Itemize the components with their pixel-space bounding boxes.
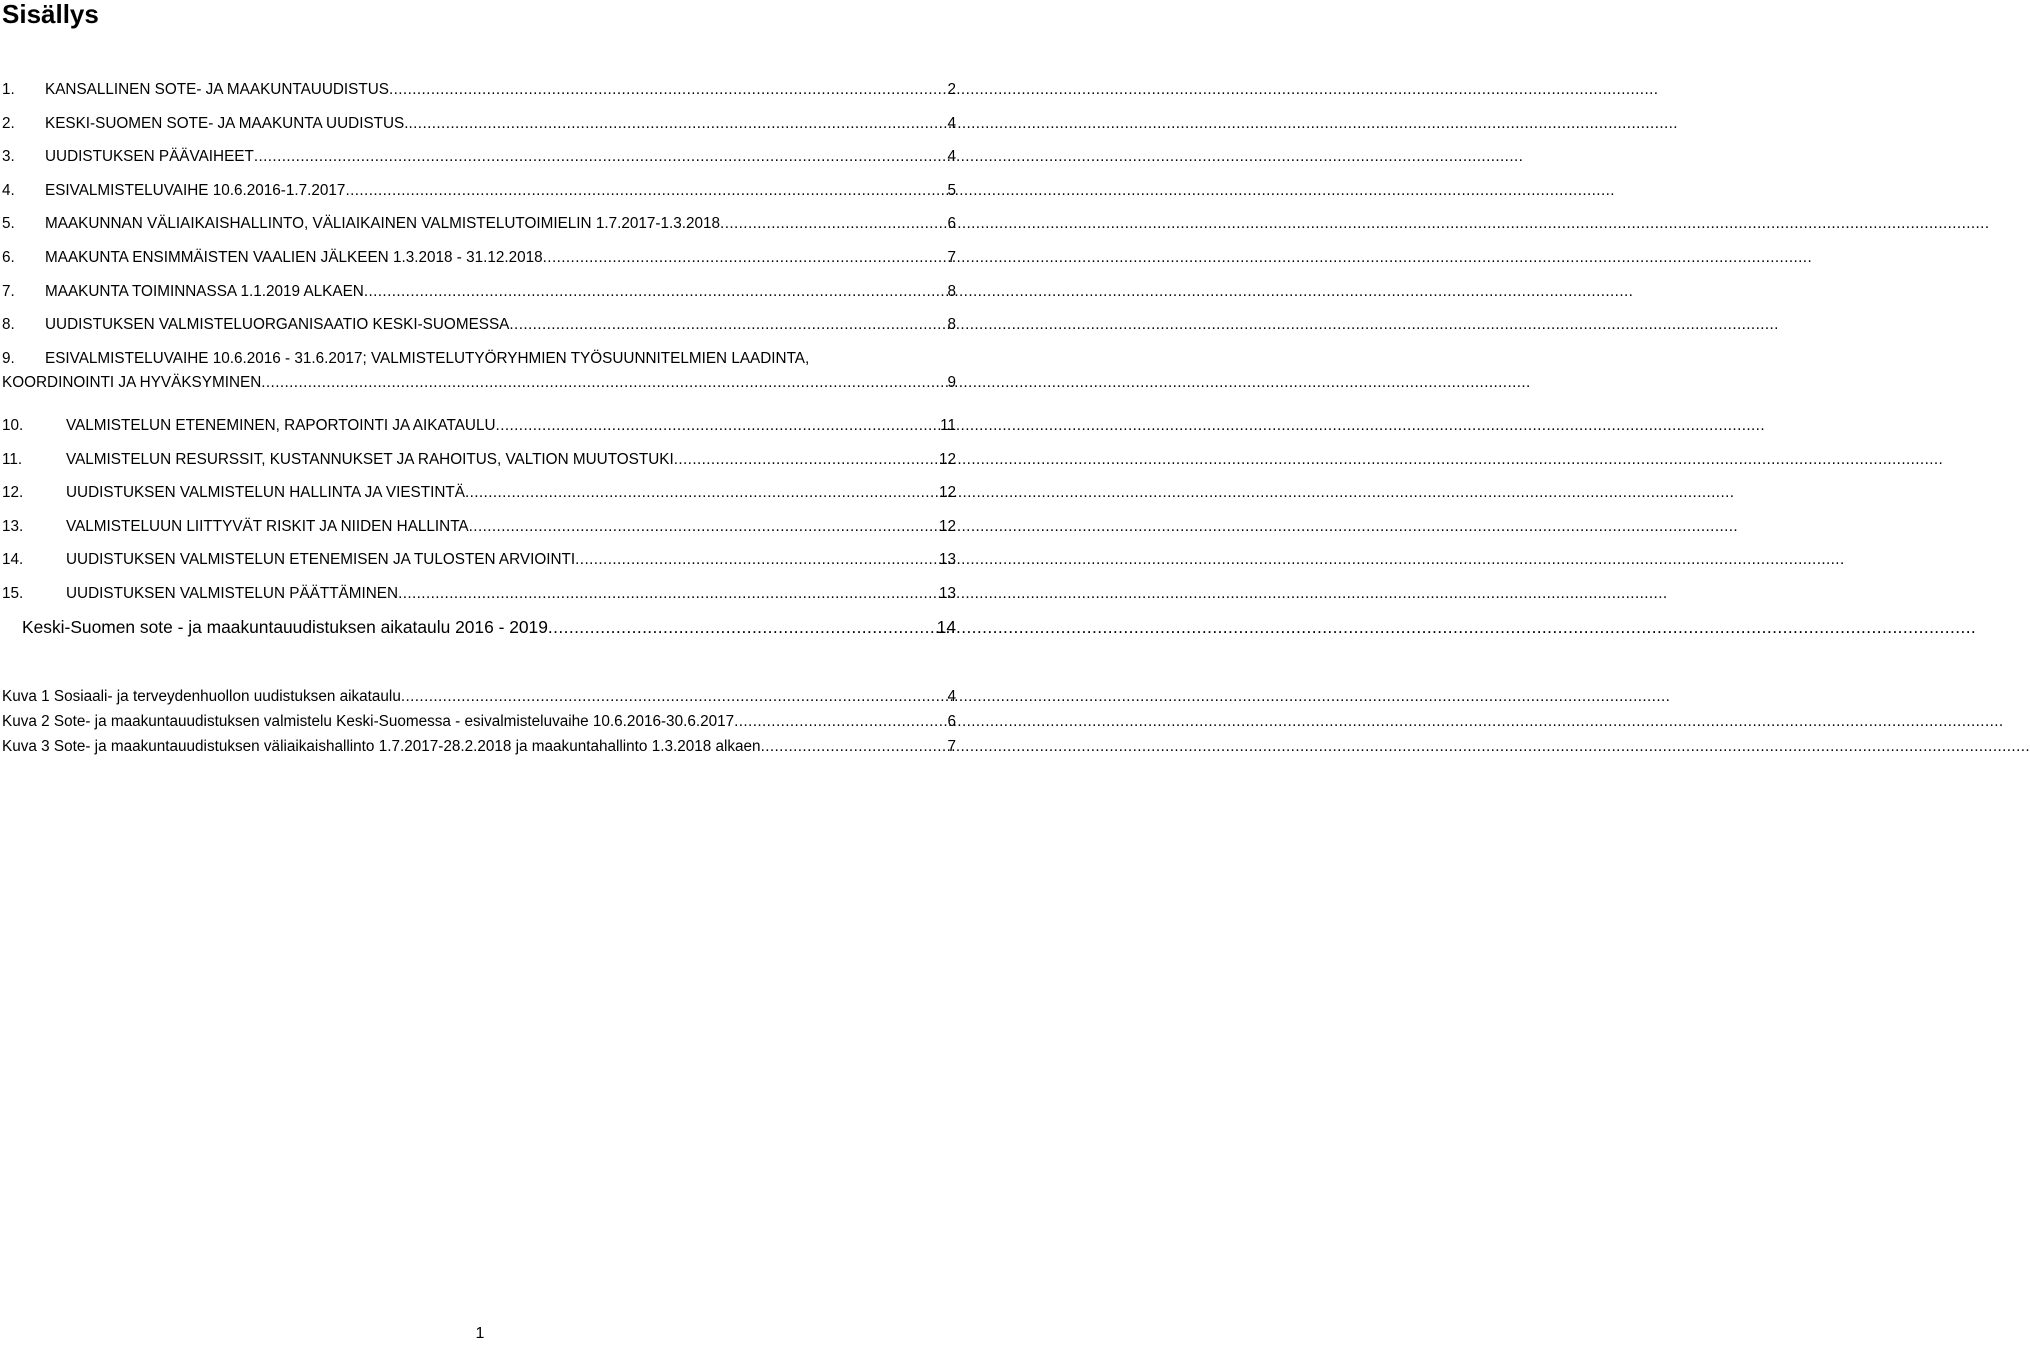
toc-entry-15[interactable]	[2, 577, 956, 611]
toc-entry-title: ESIVALMISTELUVAIHE 10.6.2016 - 31.6.2017; VALMISTELUTYÖRYHMIEN TYÖSUUNNITELMIEN LAADINTA,	[45, 349, 810, 367]
toc-leader-dots	[261, 371, 944, 395]
toc-entry-3[interactable]	[2, 140, 956, 174]
toc-entry-13[interactable]	[2, 510, 956, 544]
toc-entry-title: UUDISTUKSEN VALMISTELUN HALLINTA JA VIESTINTÄ	[66, 484, 465, 502]
toc-entry-title: MAAKUNTA TOIMINNASSA 1.1.2019 ALKAEN	[45, 282, 364, 300]
toc-entry-page: 13	[938, 584, 956, 602]
toc-entry-title: UUDISTUKSEN VALMISTELUN ETENEMISEN JA TULOSTEN ARVIOINTI	[66, 551, 576, 569]
toc-entry-number: 2.	[2, 114, 15, 132]
toc-leader-dots	[509, 308, 944, 342]
figure-entry-3[interactable]	[2, 734, 956, 759]
toc-entry-8[interactable]	[2, 308, 956, 342]
toc-leader-dots	[720, 207, 944, 241]
toc-entry-page: 14	[936, 616, 956, 637]
toc-entry-page: 4	[947, 148, 956, 166]
toc-entry-7[interactable]	[2, 275, 956, 309]
toc-leader-dots	[389, 73, 945, 107]
toc-leader-dots	[496, 409, 938, 443]
toc-entry-title: MAAKUNNAN VÄLIAIKAISHALLINTO, VÄLIAIKAINEN VALMISTELUTOIMIELIN 1.7.2017-1.3.2018	[45, 215, 721, 233]
toc-entry-page: 13	[938, 551, 956, 569]
toc-entry-9[interactable]	[2, 342, 956, 409]
toc-entry-number: 1.	[2, 81, 15, 98]
figure-leader-dots	[734, 709, 944, 734]
figure-leader-dots	[761, 734, 945, 759]
toc-leader-dots	[398, 577, 936, 611]
toc-entry-10[interactable]	[2, 409, 956, 443]
toc-entry-number: 3.	[2, 148, 15, 166]
toc-leader-dots	[469, 510, 936, 544]
toc-entry-page: 7	[947, 248, 956, 266]
toc-entry-title: KESKI-SUOMEN SOTE- JA MAAKUNTA UUDISTUS.	[45, 114, 409, 132]
figure-leader-dots	[401, 684, 945, 709]
toc-entry-number: 14.	[2, 551, 24, 569]
figure-entry-page: 6	[947, 713, 956, 730]
page-number: 1	[475, 1325, 485, 1342]
toc-entry-title-continued: KOORDINOINTI JA HYVÄKSYMINEN	[2, 374, 262, 392]
toc-entry-appendix[interactable]	[2, 611, 956, 645]
toc-leader-dots	[465, 476, 936, 510]
table-of-contents	[2, 73, 956, 644]
toc-entry-11[interactable]	[2, 443, 956, 477]
toc-leader-dots	[548, 611, 934, 645]
toc-entry-title: MAAKUNTA ENSIMMÄISTEN VAALIEN JÄLKEEN 1.3.2018 - 31.12.2018	[45, 248, 543, 266]
toc-entry-page: 8	[947, 316, 956, 334]
toc-entry-14[interactable]	[2, 543, 956, 577]
toc-leader-dots	[409, 107, 945, 141]
toc-entry-page: 9	[947, 374, 956, 392]
toc-entry-4[interactable]	[2, 174, 956, 208]
figure-entry-title: Kuva 3 Sote- ja maakuntauudistuksen väliaikaishallinto 1.7.2017-28.2.2018 ja maakuntahallinto 1.3.2018 alkaen	[2, 738, 761, 755]
figure-entry-title: Kuva 1 Sosiaali- ja terveydenhuollon uudistuksen aikataulu	[2, 688, 401, 705]
toc-entry-title: VALMISTELUUN LIITTYVÄT RISKIT JA NIIDEN HALLINTA	[66, 517, 469, 535]
toc-entry-page: 12	[938, 484, 956, 502]
toc-entry-page: 11	[940, 416, 956, 434]
toc-entry-6[interactable]	[2, 241, 956, 275]
toc-entry-page: 12	[938, 450, 956, 468]
page-title: Sisällys	[2, 0, 99, 29]
toc-entry-page: 2	[947, 81, 956, 98]
toc-entry-12[interactable]	[2, 476, 956, 510]
figure-entry-page: 4	[947, 688, 956, 705]
toc-entry-number: 4.	[2, 181, 15, 199]
figure-entry-2[interactable]	[2, 709, 956, 734]
toc-entry-number: 13.	[2, 517, 24, 535]
toc-entry-title: VALMISTELUN RESURSSIT, KUSTANNUKSET JA RAHOITUS, VALTION MUUTOSTUKI	[66, 450, 674, 468]
toc-entry-page: 6	[947, 215, 956, 233]
toc-entry-number: 8.	[2, 316, 15, 334]
toc-leader-dots	[674, 443, 936, 477]
toc-leader-dots	[543, 241, 945, 275]
toc-entry-title: UUDISTUKSEN VALMISTELUN PÄÄTTÄMINEN	[66, 584, 399, 602]
toc-entry-title: ESIVALMISTELUVAIHE 10.6.2016-1.7.2017	[45, 181, 346, 199]
toc-entry-number: 11.	[2, 450, 23, 468]
toc-entry-2[interactable]	[2, 107, 956, 141]
toc-entry-page: 12	[938, 517, 956, 535]
toc-entry-page: 8	[947, 282, 956, 300]
toc-entry-number: 6.	[2, 248, 15, 266]
toc-entry-page: 4	[947, 114, 956, 132]
toc-entry-number: 9.	[2, 349, 15, 367]
toc-leader-dots	[364, 275, 945, 309]
figure-entry-1[interactable]	[2, 684, 956, 709]
toc-entry-number: 10.	[2, 416, 24, 434]
toc-entry-number: 12.	[2, 484, 24, 502]
toc-leader-dots	[345, 174, 944, 208]
toc-entry-title: UUDISTUKSEN VALMISTELUORGANISAATIO KESKI-SUOMESSA	[45, 316, 510, 334]
toc-entry-number: 5.	[2, 215, 15, 233]
toc-leader-dots	[575, 543, 936, 577]
toc-entry-title: VALMISTELUN ETENEMINEN, RAPORTOINTI JA AIKATAULU	[66, 416, 496, 434]
toc-entry-5[interactable]	[2, 207, 956, 241]
toc-entry-page: 5	[947, 181, 956, 199]
figure-entry-title: Kuva 2 Sote- ja maakuntauudistuksen valmistelu Keski-Suomessa - esivalmisteluvaihe 10.6.2016-30.6.2017	[2, 713, 735, 730]
toc-entry-number: 7.	[2, 282, 15, 300]
toc-entry-title: UUDISTUKSEN PÄÄVAIHEET	[45, 148, 254, 166]
toc-entry-title: Keski-Suomen sote - ja maakuntauudistuksen aikataulu 2016 - 2019	[22, 616, 548, 637]
toc-leader-dots	[254, 140, 945, 174]
figure-entry-page: 7	[947, 738, 956, 755]
toc-entry-1[interactable]	[2, 73, 956, 107]
toc-entry-number: 15.	[2, 584, 24, 602]
figure-list	[2, 684, 956, 759]
toc-entry-title: KANSALLINEN SOTE- JA MAAKUNTAUUDISTUS	[45, 81, 389, 98]
